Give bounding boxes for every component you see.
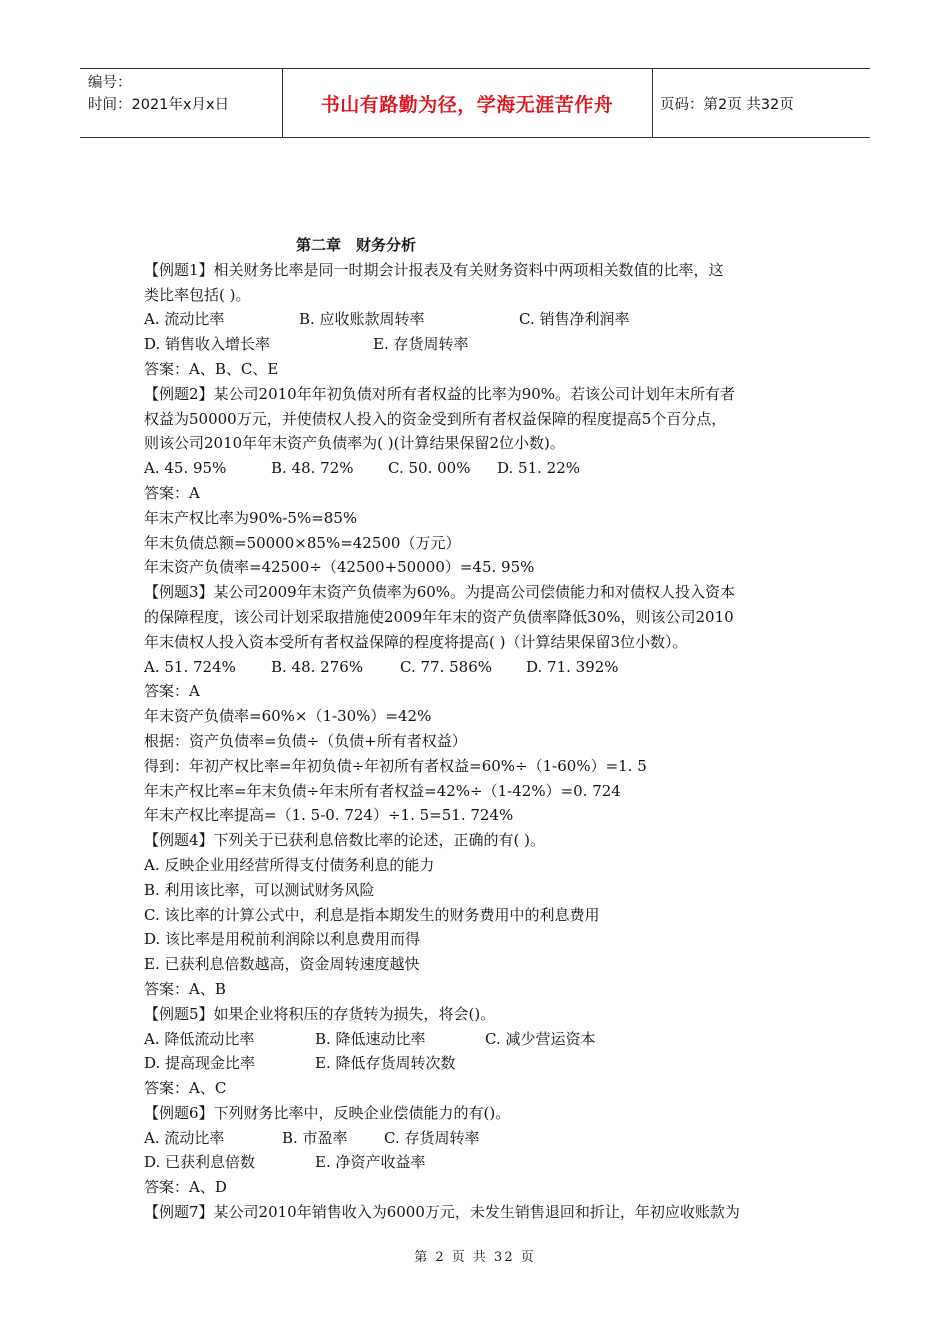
question-text: 【例题2】某公司2010年年初负债对所有者权益的比率为90%。若该公司计划年末所有者 — [144, 384, 736, 403]
option: C. 该比率的计算公式中，利息是指本期发生的财务费用中的利息费用 — [144, 905, 600, 924]
question-text: 权益为50000万元，并使债权人投入的资金受到所有者权益保障的程度提高5个百分点， — [144, 409, 727, 428]
question-text: 类比率包括( )。 — [144, 285, 251, 304]
answer: 答案：A — [144, 682, 200, 701]
option: C. 销售净利润率 — [519, 310, 630, 329]
option: B. 降低速动比率 — [315, 1029, 426, 1048]
solution-line: 年末产权比率=年末负债÷年末所有者权益=42%÷（1-42%）=0. 724 — [144, 781, 621, 800]
document-body — [144, 233, 816, 1225]
header-meta — [88, 72, 229, 116]
option: D. 提高现金比率 — [144, 1054, 256, 1073]
page-footer: 第 2 页 共 32 页 — [414, 1250, 536, 1265]
option: C. 存货周转率 — [384, 1128, 480, 1147]
option: C. 77. 586% — [400, 657, 492, 676]
solution-line: 年末产权比率为90%-5%=85% — [144, 508, 358, 527]
option: A. 流动比率 — [144, 1128, 225, 1147]
option: D. 51. 22% — [497, 459, 580, 478]
option: A. 45. 95% — [144, 459, 227, 478]
option-row — [144, 1051, 816, 1076]
option-row — [144, 456, 816, 481]
solution-line: 年末负债总额=50000×85%=42500（万元） — [144, 533, 461, 552]
option: D. 销售收入增长率 — [144, 335, 271, 354]
option: D. 该比率是用税前利润除以利息费用而得 — [144, 930, 421, 949]
solution-line: 年末资产负债率=42500÷（42500+50000）=45. 95% — [144, 558, 535, 577]
chapter-title: 第二章 财务分析 — [296, 236, 417, 254]
question-text: 【例题5】如果企业将积压的存货转为损失，将会()。 — [144, 1004, 496, 1023]
question-text: 的保障程度，该公司计划采取措施使2009年年末的资产负债率降低30%，则该公司2010 — [144, 607, 734, 626]
option: D. 71. 392% — [526, 657, 619, 676]
question-text: 【例题6】下列财务比率中，反映企业偿债能力的有()。 — [144, 1103, 511, 1122]
option: B. 48. 276% — [271, 657, 364, 676]
option: E. 降低存货周转次数 — [315, 1054, 456, 1073]
option: A. 反映企业用经营所得支付债务利息的能力 — [144, 855, 435, 874]
option: E. 存货周转率 — [373, 335, 469, 354]
page-header — [80, 68, 870, 138]
option: B. 利用该比率，可以测试财务风险 — [144, 880, 375, 899]
solution-line: 得到：年初产权比率=年初负债÷年初所有者权益=60%÷（1-60%）=1. 5 — [144, 756, 647, 775]
option: B. 应收账款周转率 — [299, 310, 425, 329]
option: A. 流动比率 — [144, 310, 225, 329]
question-text: 则该公司2010年年末资产负债率为( )(计算结果保留2位小数)。 — [144, 434, 565, 453]
question-text: 【例题3】某公司2009年末资产负债率为60%。为提高公司偿债能力和对债权人投入资本 — [144, 583, 736, 602]
question-text: 年末债权人投入资本受所有者权益保障的程度将提高( )（计算结果保留3位小数）。 — [144, 632, 688, 651]
question-text: 【例题4】下列关于已获利息倍数比率的论述，正确的有( )。 — [144, 831, 546, 850]
solution-line: 根据：资产负债率=负债÷（负债+所有者权益） — [144, 731, 467, 750]
answer: 答案：A、B、C、E — [144, 359, 279, 378]
option-row — [144, 1150, 816, 1175]
question-text: 【例题7】某公司2010年销售收入为6000万元，未发生销售退回和折让，年初应收账款为 — [144, 1203, 740, 1222]
option: A. 降低流动比率 — [144, 1029, 255, 1048]
header-divider — [652, 69, 653, 137]
option-row — [144, 1126, 816, 1151]
answer: 答案：A — [144, 483, 200, 502]
option: E. 已获利息倍数越高，资金周转速度越快 — [144, 955, 420, 974]
question-text: 【例题1】相关财务比率是同一时期会计报表及有关财务资料中两项相关数值的比率，这 — [144, 260, 724, 279]
answer: 答案：A、D — [144, 1178, 227, 1197]
option-row — [144, 332, 816, 357]
option: B. 市盈率 — [282, 1128, 348, 1147]
answer: 答案：A、C — [144, 1079, 227, 1098]
option: D. 已获利息倍数 — [144, 1153, 256, 1172]
option-row — [144, 1027, 816, 1052]
option-row — [144, 307, 816, 332]
header-number-label: 编号： — [88, 75, 132, 91]
option: B. 48. 72% — [271, 459, 354, 478]
option-row — [144, 655, 816, 680]
option: E. 净资产收益率 — [315, 1153, 426, 1172]
option: C. 减少营运资本 — [485, 1029, 596, 1048]
header-page-info: 页码：第2页 共32页 — [660, 96, 794, 113]
solution-line: 年末产权比率提高=（1. 5-0. 724）÷1. 5=51. 724% — [144, 806, 514, 825]
header-date-label: 时间：2021年x月x日 — [88, 97, 230, 113]
answer: 答案：A、B — [144, 979, 226, 998]
solution-line: 年末资产负债率=60%×（1-30%）=42% — [144, 707, 432, 726]
header-motto: 书山有路勤为径，学海无涯苦作舟 — [320, 93, 614, 116]
option: A. 51. 724% — [144, 657, 236, 676]
option: C. 50. 00% — [388, 459, 471, 478]
